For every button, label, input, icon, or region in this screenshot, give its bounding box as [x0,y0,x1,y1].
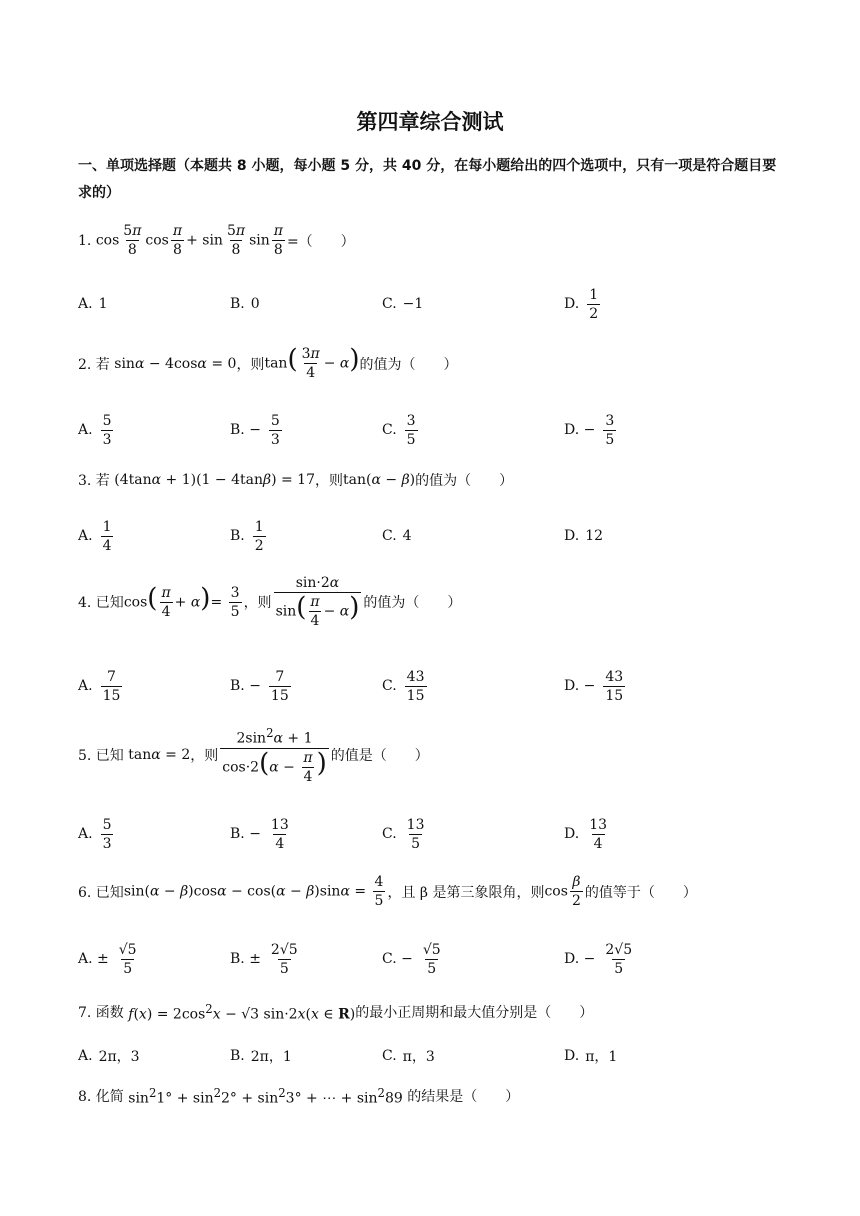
q3-option-d: D. 12 [564,528,604,544]
q5-option-d: D. $\frac{13}{4}$ [564,816,608,852]
page-title: 第四章综合测试 [356,110,504,134]
q5-expression: $2\sin^2\alpha + 1$ cos·2(α − $\frac{\pi}{4}$ ) [222,726,327,785]
question-7 [78,1002,593,1023]
q5-options [78,812,778,856]
q3-options [78,514,778,558]
q5-tail: 的值是（ ） [330,747,429,764]
q3-condition: (4tanα + 1)(1 − 4tanβ) = 17 [114,472,316,488]
q2-option-a: A. $\frac{5}{3}$ [78,412,112,448]
q2-condition: sinα − 4cosα = 0 [114,355,237,372]
q2-option-b: B. − $\frac{5}{3}$ [230,412,280,448]
q4-option-c: C. $\frac{43}{15}$ [382,668,425,704]
q4-expression: sin·2α sin( $\frac{\pi}{4}$ − α) [275,575,360,629]
q1-option-d: D. $\frac{1}{2}$ [564,286,599,322]
question-2 [78,345,458,382]
q5-then: ，则 [190,747,219,764]
q6-option-d: D. − $\frac{2√5}{5}$ [564,941,633,977]
question-8 [78,1086,519,1107]
q4-condition: cos( $\frac{\pi}{4}$ + α)= $\frac{3}{5}$ [123,583,240,620]
q6-options [78,937,778,981]
question-1 [78,222,355,259]
q5-option-b: B. − $\frac{13}{4}$ [230,816,289,852]
q4-tail: 的值为（ ） [363,595,462,611]
q3-option-a: A. $\frac{1}{4}$ [78,518,112,554]
q6-number: 6. 已知 [78,884,124,901]
q7-expression: $f(x) = 2\cos^2x - √3$ sin·2x(x ∈ R) [128,1002,356,1023]
q1-options [78,282,778,326]
q7-option-d: D. π，1 [564,1048,618,1065]
question-4 [78,574,461,630]
q8-number: 8. 化简 [78,1089,124,1106]
q2-expression: tan( $\frac{3\pi}{4}$ − α) [264,344,360,381]
q7-options [78,1034,778,1078]
question-3 [78,470,513,490]
q8-expression: $\sin^21^\circ + \sin^22^\circ + \sin^23^\circ$ + ⋯ + $\sin^289$ [128,1086,403,1107]
q1-option-b: B. 0 [230,296,260,312]
q1-blank: =（ ） [286,233,355,250]
q1-option-c: C. −1 [382,296,424,312]
q4-option-b: B. − $\frac{7}{15}$ [230,668,289,704]
q1-number: 1. [78,232,92,249]
q4-options [78,664,778,708]
q3-then: ，则 [315,473,344,489]
q3-option-b: B. $\frac{1}{2}$ [230,518,264,554]
section-heading: 一、单项选择题（本题共 8 小题，每小题 5 分，共 40 分，在每小题给出的四个选项中，只有一项是符合题目要求的） [78,158,777,201]
question-6 [78,873,697,910]
q1-expression: cos $\frac{5\pi}{8}$ cos $\frac{\pi}{8}$ + sin $\frac{5\pi}{8}$ sin $\frac{\pi}{8}$ [95,223,283,258]
q2-number: 2. 若 [78,356,110,373]
q3-number: 3. 若 [78,473,110,489]
q4-option-a: A. $\frac{7}{15}$ [78,668,121,704]
q1-option-a: A. 1 [78,296,108,312]
q5-number: 5. 已知 [78,747,124,764]
q6-option-b: B. ± $\frac{2√5}{5}$ [230,941,298,977]
q6-option-c: C. − $\frac{√5}{5}$ [382,941,441,977]
q6-expression: cos $\frac{\beta}{2}$ [544,874,581,909]
q5-option-a: A. $\frac{5}{3}$ [78,816,112,852]
q8-tail: 的结果是（ ） [407,1089,520,1106]
q7-option-c: C. π，3 [382,1048,435,1065]
q4-option-d: D. − $\frac{43}{15}$ [564,668,624,704]
q7-number: 7. 函数 [78,1005,124,1022]
q7-tail: 的最小正周期和最大值分别是（ ） [355,1005,594,1022]
q6-condition: sin(α − β)cosα − cos(α − β)sinα = $\frac{4}{5}$ [123,874,384,909]
q3-option-c: C. 4 [382,528,412,544]
q2-then: ，则 [236,356,265,373]
q3-expression: tan(α − β) [343,472,416,488]
q2-option-c: C. $\frac{3}{5}$ [382,412,416,448]
q6-then: ，且 β 是第三象限角，则 [387,884,545,901]
q6-tail: 的值等于（ ） [584,884,697,901]
q5-condition: tanα = 2 [128,746,191,763]
q5-option-c: C. $\frac{13}{5}$ [382,816,425,852]
q7-option-a: A. 2π，3 [78,1048,140,1065]
q6-option-a: A. ± $\frac{√5}{5}$ [78,941,137,977]
q2-tail: 的值为（ ） [359,356,458,373]
q2-options [78,408,778,452]
q4-number: 4. 已知 [78,595,124,611]
q3-tail: 的值为（ ） [415,473,514,489]
q4-then: ，则 [243,595,272,611]
q7-option-b: B. 2π，1 [230,1048,292,1065]
question-5 [78,724,429,786]
q2-option-d: D. − $\frac{3}{5}$ [564,412,615,448]
